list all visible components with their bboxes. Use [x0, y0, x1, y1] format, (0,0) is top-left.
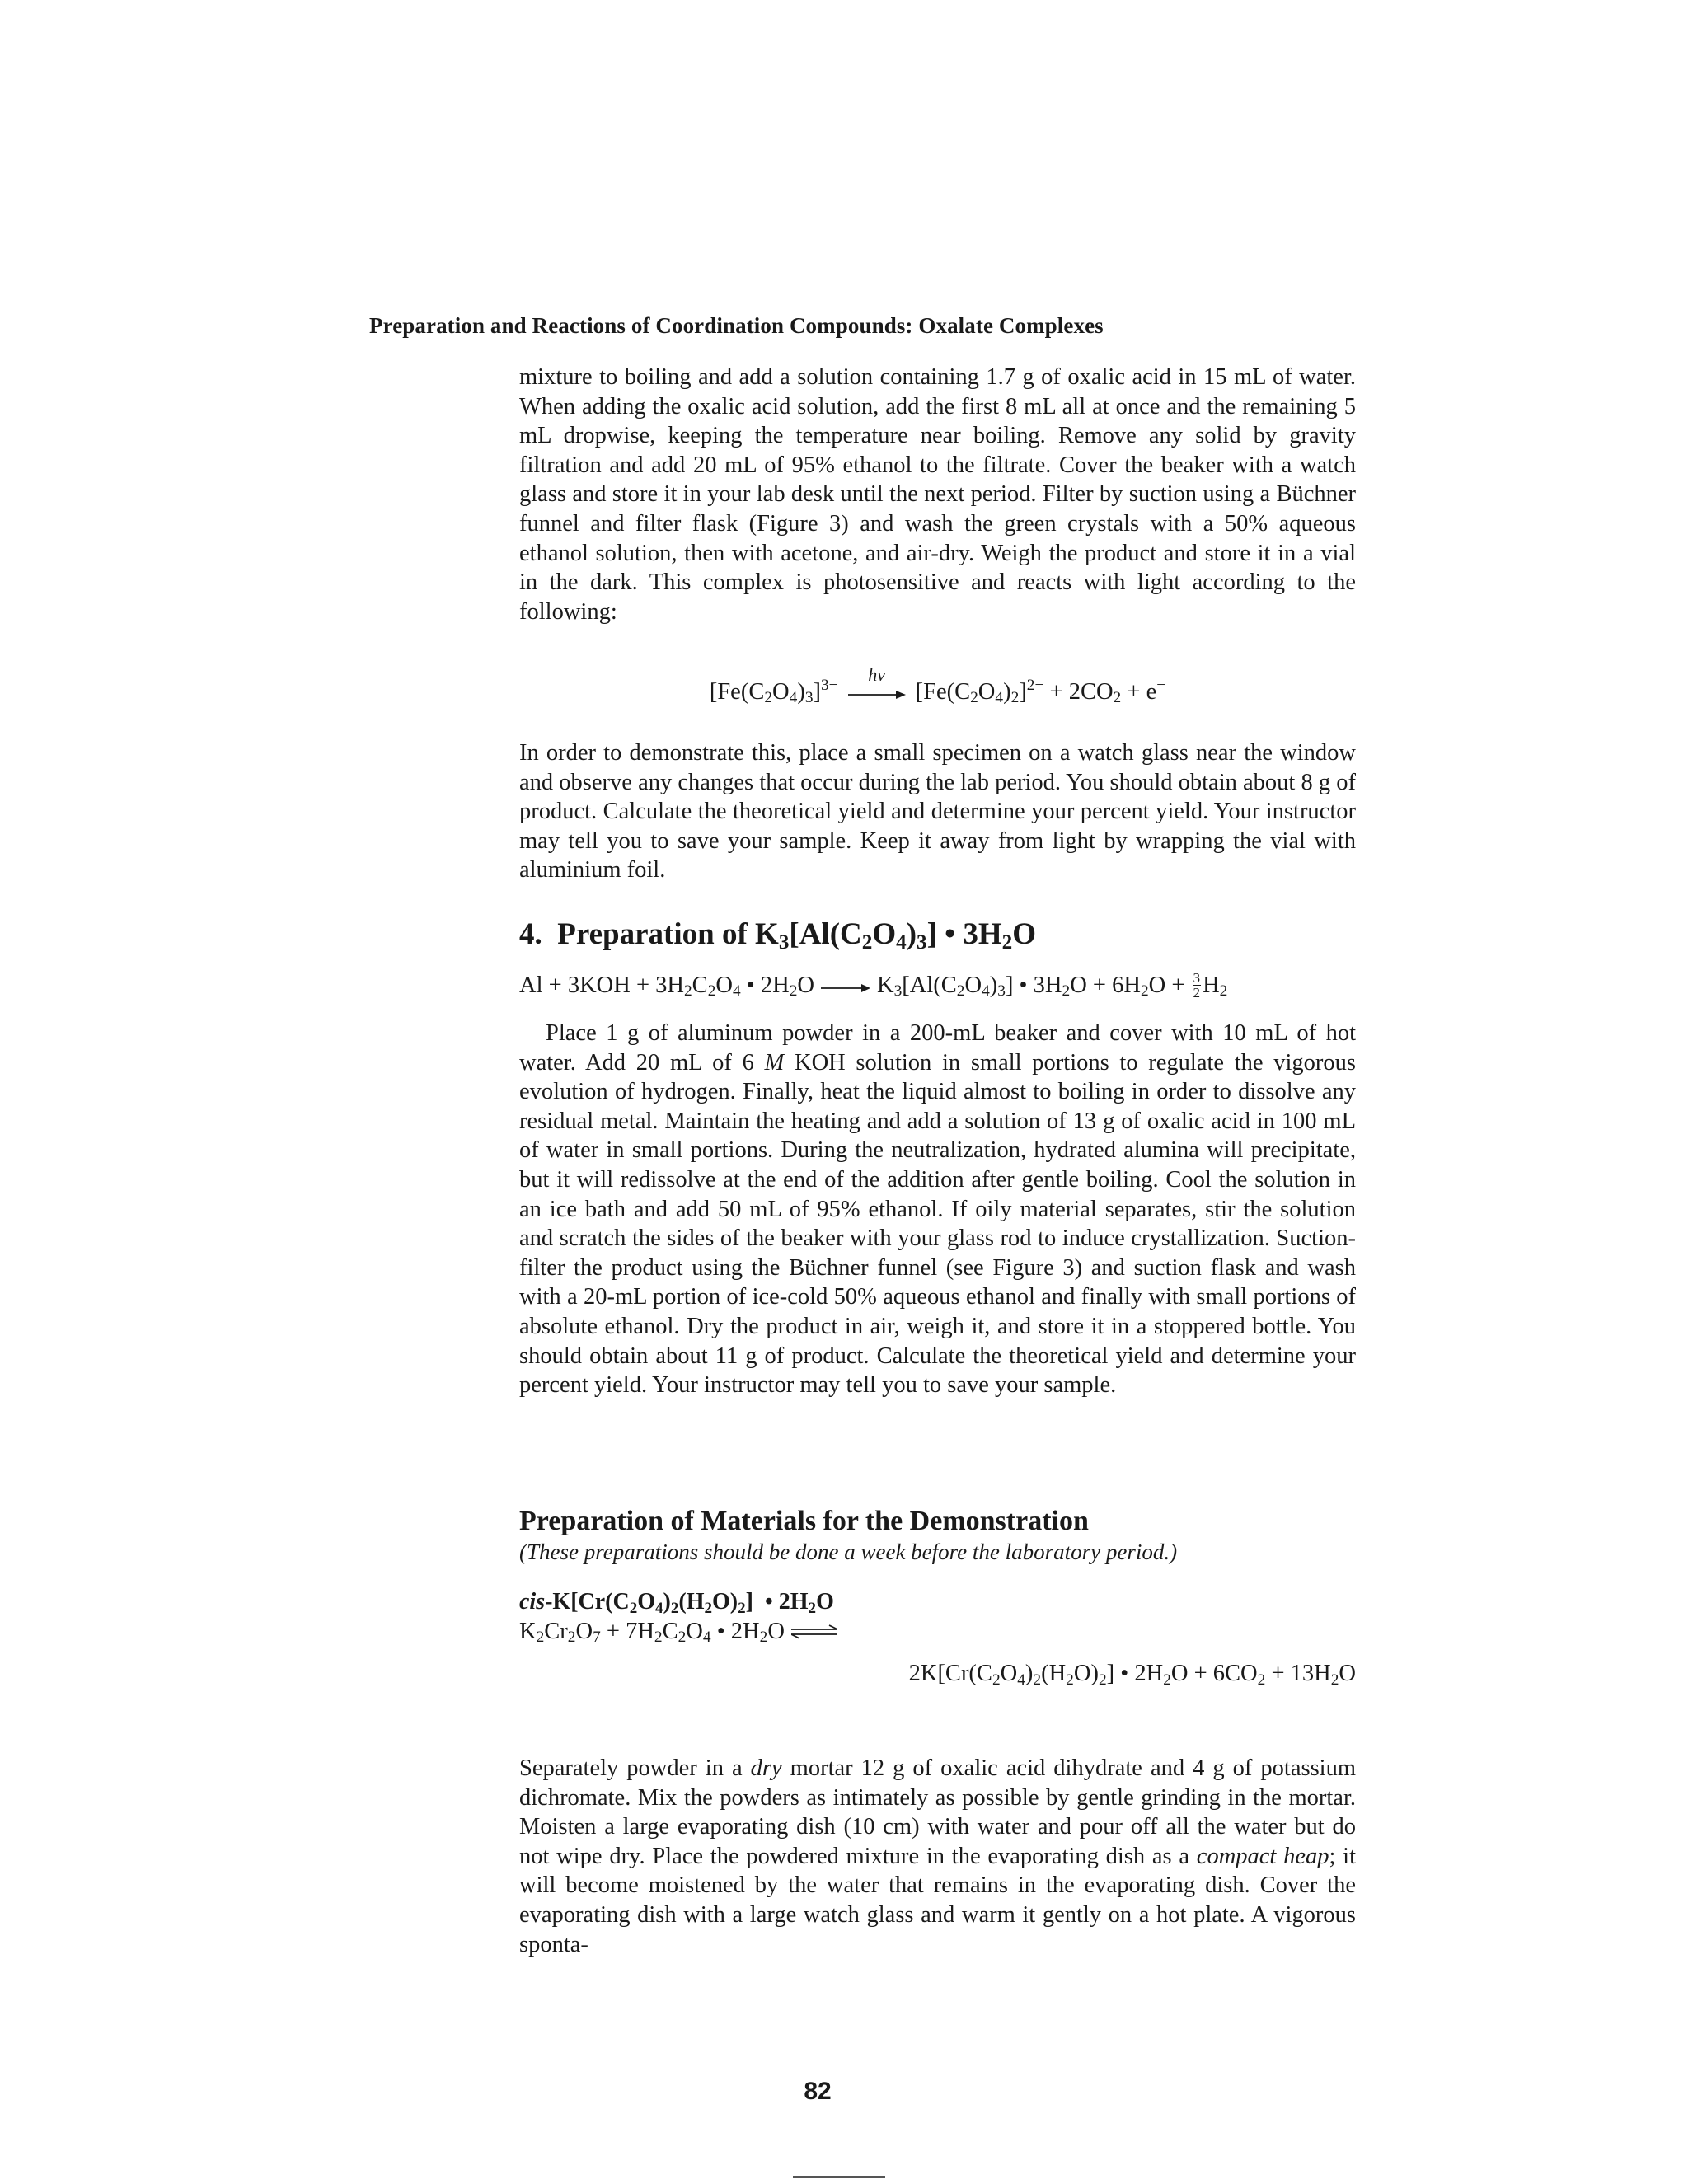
paragraph-block-4 [519, 1754, 1356, 1959]
equation-3-line-1: $K_2Cr_2O_7 + 7H_2C_2O_4$ • $2H_2O$ [519, 1617, 1356, 1647]
equation-2: $Al + 3KOH + 3H_2C_2O_4$ • $2H_2O$ $K_3[Al(C_2O_4)_3]$ • $3H_2O + 6H_2O$ + $\frac{3}{2}$ $H_2$ [519, 970, 1228, 1001]
running-head: Preparation and Reactions of Coordination Compounds: Oxalate Complexes [369, 313, 1104, 338]
paragraph-block-2 [519, 738, 1356, 885]
page-number: 82 [804, 2078, 832, 2105]
demo-heading: Preparation of Materials for the Demonstration [519, 1506, 1089, 1536]
section-4-heading: 4. Preparation of $K_3[Al(C_2O_4)_3]$ • $3H_2O$ [519, 917, 1037, 954]
light-arrow-icon: hν [848, 685, 906, 701]
paragraph-3: Place 1 g of aluminum powder in a 200-mL beaker and cover with 10 mL of hot water. Add 20 mL of 6 M KOH solution in small portions to regulate the vigorous evolution of hydrogen. Finally, heat the liquid almost to boiling in order to dissolve any residual metal. Maintain the heating and add a solution of 13 g of oxalic acid in 100 mL of water in small portions. During the neutralization, hydrated alumina will precipitate, but it will redissolve at the end of the addition after gentle boiling. Cool the solution in an ice bath and add 50 mL of 95% ethanol. If oily material separates, stir the solution and scratch the sides of the beaker with your glass rod to induce crystallization. Suction-filter the product using the Büchner funnel (see Figure 3) and suction flask and wash with a 20-mL portion of ice-cold 50% aqueous ethanol and finally with small portions of absolute ethanol. Dry the product in air, weigh it, and store it in a stoppered bottle. You should obtain about 11 g of product. Calculate the theoretical yield and determine your percent yield. Your instructor may tell you to save your sample. [519, 1020, 1356, 1399]
equation-aluminum-block [519, 971, 1356, 1002]
equilibrium-arrow-icon [791, 1618, 837, 1647]
paragraph-block-3 [519, 1019, 1356, 1400]
equation-1: $[Fe(C_2O_4)_3]^{3-}$ hν $[Fe(C_2O_4)_2]^{2-} + 2CO_2 + e^-$ [709, 664, 1166, 707]
paragraph-continued [519, 363, 1356, 626]
equation-3-line-2: $2K[Cr(C_2O_4)_2(H_2O)_2]$ • $2H_2O + 6CO_2 + 13H_2O$ [908, 1661, 1356, 1689]
cis-compound-heading: cis-$K[Cr(C_2O_4)_2(H_2O)_2]$ • $2H_2O$ [519, 1589, 834, 1617]
equation-photolysis [519, 664, 1356, 707]
demo-note: (These preparations should be done a week before the laboratory period.) [519, 1540, 1178, 1564]
fraction: $\frac{3}{2}$ [1193, 970, 1201, 1001]
paragraph-1: mixture to boiling and add a solution containing 1.7 g of oxalic acid in 15 mL of water. When adding the oxalic acid solution, add the first 8 mL all at once and the remaining 5 mL dropwise, keeping the temperature near boiling. Remove any solid by gravity filtration and add 20 mL of 95% ethanol to the filtrate. Cover the beaker with a watch glass and store it in your lab desk until the next period. Filter by suction using a Büchner funnel and filter flask (Figure 3) and wash the green crystals with a 50% aqueous ethanol solution, then with acetone, and air-dry. Weigh the product and store it in a vial in the dark. This complex is photosensitive and reacts with light according to the following: [519, 364, 1356, 625]
cis-compound-block [519, 1587, 1356, 1689]
paragraph-2: In order to demonstrate this, place a small specimen on a watch glass near the window and observe any changes that occur during the lab period. You should obtain about 8 g of product. Calculate the theoretical yield and determine your percent yield. Your instructor may tell you to save your sample. Keep it away from light by wrapping the vial with aluminium foil. [519, 740, 1356, 883]
paragraph-4: Separately powder in a dry mortar 12 g of oxalic acid dihydrate and 4 g of potassium dichromate. Mix the powders as intimately as possible by gentle grinding in the mortar. Moisten a large evaporating dish (10 cm) with water and pour off all the water but do not wipe dry. Place the powdered mixture in the evaporating dish as a compact heap; it will become moistened by the water that remains in the evaporating dish. Cover the evaporating dish with a large watch glass and warm it gently on a hot plate. A vigorous sponta- [519, 1755, 1357, 1957]
reaction-arrow-icon [821, 972, 870, 1002]
bottom-rule [793, 2176, 885, 2178]
section-4-heading-block [519, 916, 1356, 953]
demo-heading-block [519, 1505, 1356, 1566]
